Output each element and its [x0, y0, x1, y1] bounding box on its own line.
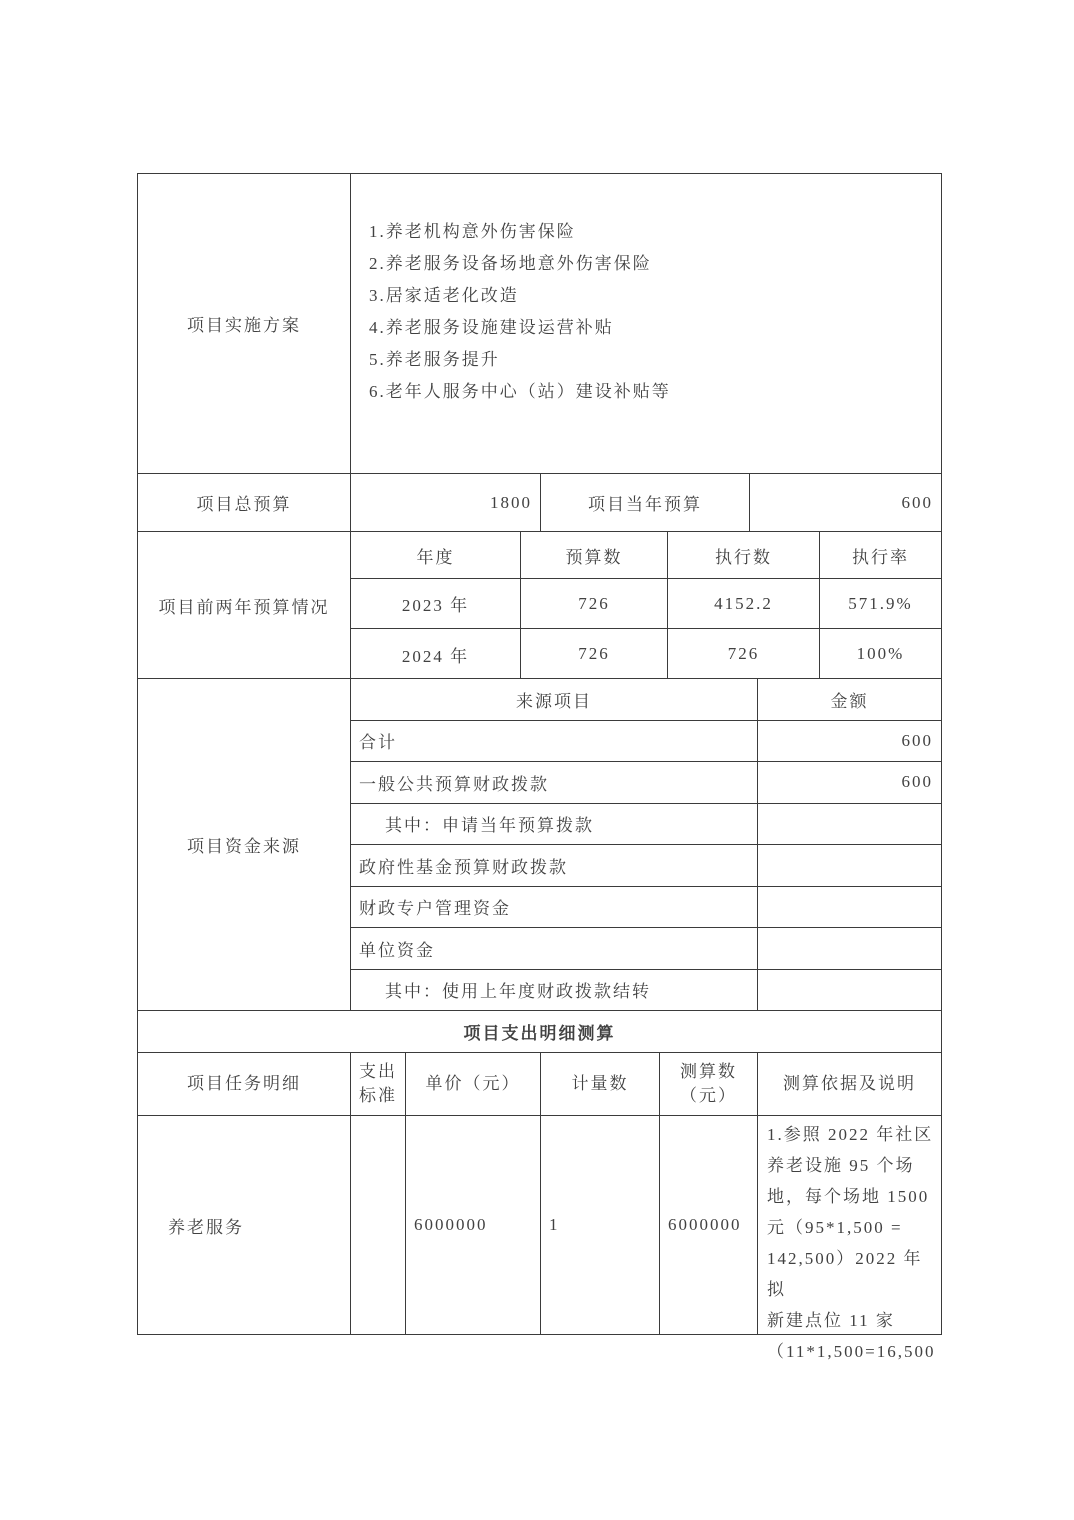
basis-line: 元（95*1,500 =: [767, 1218, 903, 1237]
expense-row: [138, 1116, 941, 1361]
implementation-plan-row: [138, 174, 941, 474]
funding-row-carryover: [351, 970, 941, 1011]
basis-line: 新建点位 11 家: [767, 1311, 895, 1330]
total-budget-value: 1800: [351, 474, 541, 531]
funding-name: 其中：申请当年预算拨款: [351, 804, 758, 845]
rate-cell: 571.9%: [848, 593, 913, 613]
funding-amount: 600: [901, 730, 933, 750]
funding-header-source: 来源项目: [351, 679, 758, 720]
expense-header-estimate: 测算数（元）: [660, 1053, 758, 1115]
funding-name: 政府性基金预算财政拨款: [351, 845, 758, 886]
expense-standard-cell: [351, 1116, 406, 1334]
prior-year-row-2024: [351, 629, 941, 679]
funding-row-special-account: [351, 887, 941, 929]
expense-header-task: 项目任务明细: [138, 1053, 351, 1115]
funding-header-amount: 金额: [830, 691, 869, 711]
funding-name: 一般公共预算财政拨款: [351, 762, 758, 803]
funding-amount: [758, 804, 941, 845]
expense-header-quantity: 计量数: [541, 1053, 660, 1115]
basis-line: 142,500）2022 年拟: [767, 1249, 923, 1299]
funding-section: [138, 679, 941, 1011]
plan-item-2: 2.养老服务设备场地意外伤害保险: [369, 254, 652, 273]
plan-item-6: 6.老年人服务中心（站）建设补贴等: [369, 382, 671, 401]
funding-name: 其中：使用上年度财政拨款结转: [351, 970, 758, 1011]
quantity-cell: 1: [541, 1116, 660, 1334]
budget-summary-row: [138, 474, 941, 532]
expense-detail-title-row: [138, 1011, 941, 1053]
rate-cell: 100%: [856, 644, 905, 663]
prior-years-header-executed: 执行数: [668, 532, 820, 578]
total-budget-label: 项目总预算: [138, 474, 351, 531]
funding-name: 财政专户管理资金: [351, 887, 758, 928]
executed-cell: 4152.2: [668, 579, 820, 628]
year-cell: 2023 年: [351, 579, 521, 628]
expense-header-standard: 支出标准: [351, 1053, 406, 1115]
current-year-budget-value: 600: [901, 492, 933, 512]
prior-years-header-row: [351, 532, 941, 579]
funding-amount: 600: [901, 772, 933, 792]
funding-header-row: [351, 679, 941, 721]
prior-years-header-year: 年度: [351, 532, 521, 578]
basis-line: （11*1,500=16,500: [767, 1342, 936, 1361]
funding-name: 单位资金: [351, 928, 758, 969]
funding-row-general-public: [351, 762, 941, 804]
funding-row-government-fund: [351, 845, 941, 887]
basis-line: 地，每个场地 1500: [767, 1187, 930, 1206]
funding-subtable: [351, 679, 941, 1010]
funding-amount: [758, 845, 941, 886]
task-name-cell: 养老服务: [138, 1116, 351, 1334]
funding-name: 合计: [351, 721, 758, 762]
year-cell: 2024 年: [351, 629, 521, 679]
plan-item-1: 1.养老机构意外伤害保险: [369, 222, 576, 241]
prior-years-subtable: [351, 532, 941, 678]
implementation-plan-content: [351, 174, 941, 473]
implementation-plan-label: 项目实施方案: [138, 174, 351, 473]
expense-header-basis: 测算依据及说明: [783, 1074, 916, 1093]
funding-amount: [758, 928, 941, 969]
estimate-cell: 6000000: [660, 1116, 758, 1334]
basis-line: 养老设施 95 个场: [767, 1156, 915, 1175]
plan-item-4: 4.养老服务设施建设运营补贴: [369, 318, 614, 337]
prior-years-header-rate: 执行率: [852, 547, 909, 567]
executed-cell: 726: [668, 629, 820, 679]
budget-cell: 726: [521, 579, 668, 628]
project-budget-table: [137, 173, 942, 1361]
budget-cell: 726: [521, 629, 668, 679]
expense-header-unit-price: 单价（元）: [406, 1053, 541, 1115]
prior-year-row-2023: [351, 579, 941, 629]
funding-row-total: [351, 721, 941, 763]
prior-years-label: 项目前两年预算情况: [138, 532, 351, 678]
expense-header-row: [138, 1053, 941, 1116]
funding-row-current-year-request: [351, 804, 941, 846]
funding-amount: [758, 887, 941, 928]
funding-source-label: 项目资金来源: [138, 679, 351, 1010]
unit-price-cell: 6000000: [406, 1116, 541, 1334]
basis-line: 1.参照 2022 年社区: [767, 1125, 934, 1144]
funding-row-unit-funds: [351, 928, 941, 970]
expense-detail-title: 项目支出明细测算: [463, 1024, 616, 1043]
prior-years-header-budget: 预算数: [521, 532, 668, 578]
prior-years-section: [138, 532, 941, 679]
plan-item-3: 3.居家适老化改造: [369, 286, 519, 305]
plan-item-5: 5.养老服务提升: [369, 350, 500, 369]
funding-amount: [758, 970, 941, 1011]
basis-cell: [758, 1116, 941, 1361]
current-year-budget-label: 项目当年预算: [541, 474, 750, 531]
